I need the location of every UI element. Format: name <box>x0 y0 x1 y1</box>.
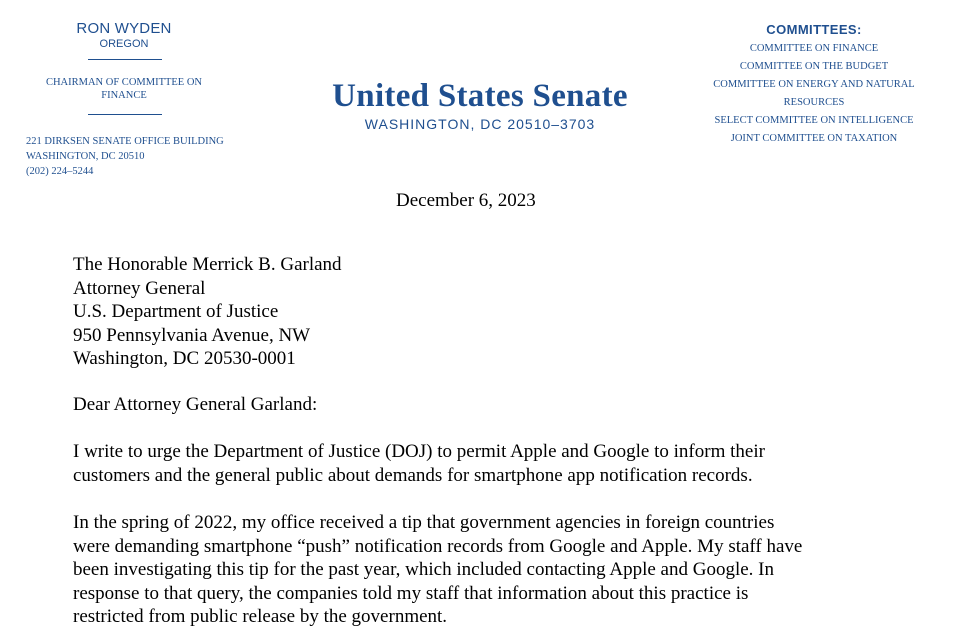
committee-item: COMMITTEE ON THE BUDGET <box>739 61 889 72</box>
address-line: WASHINGTON, DC 20510 <box>26 151 145 162</box>
divider <box>88 59 162 60</box>
paragraph-line: In the spring of 2022, my office received a tip that government agencies in foreign countries <box>73 512 775 533</box>
recipient-line: Washington, DC 20530-0001 <box>73 348 296 370</box>
body-paragraph-2 <box>73 511 903 629</box>
senate-address: WASHINGTON, DC 20510–3703 <box>364 116 596 132</box>
letter-date: December 6, 2023 <box>396 190 536 211</box>
senate-wordmark: United States Senate <box>332 78 628 114</box>
committee-item: COMMITTEE ON ENERGY AND NATURAL RESOURCES <box>713 79 915 108</box>
paragraph-line: were demanding smartphone “push” notification records from Google and Apple. My staff have <box>73 535 803 557</box>
chairmanship <box>26 76 222 102</box>
paragraph-line: restricted from public release by the government. <box>73 606 448 628</box>
salutation: Dear Attorney General Garland: <box>73 394 318 415</box>
recipient-line: The Honorable Merrick B. Garland <box>73 254 342 275</box>
committee-item: SELECT COMMITTEE ON INTELLIGENCE <box>714 115 914 126</box>
senator-name: RON WYDEN <box>76 20 172 37</box>
paragraph-line: customers and the general public about demands for smartphone app notification records. <box>73 464 753 486</box>
recipient-line: Attorney General <box>73 277 206 299</box>
recipient-address <box>73 253 342 371</box>
paragraph-line: been investigating this tip for the past year, which included contacting Apple and Google. In <box>73 559 775 581</box>
committees-panel <box>684 22 944 148</box>
committees-list <box>684 40 944 148</box>
committee-item: COMMITTEE ON FINANCE <box>749 43 879 54</box>
body-paragraph-1 <box>73 440 903 487</box>
office-address <box>26 134 226 179</box>
letterhead-left <box>26 20 226 179</box>
paragraph-line: response to that query, the companies told my staff that information about this practice is <box>73 582 749 604</box>
senator-state: OREGON <box>99 38 149 50</box>
committee-item: JOINT COMMITTEE ON TAXATION <box>730 133 898 144</box>
phone-number: (202) 224–5244 <box>26 166 94 177</box>
recipient-line: 950 Pennsylvania Avenue, NW <box>73 324 311 346</box>
chair-line: FINANCE <box>101 90 147 101</box>
divider <box>88 114 162 115</box>
paragraph-line: I write to urge the Department of Justice (DOJ) to permit Apple and Google to inform their <box>73 441 765 462</box>
committees-title: COMMITTEES: <box>766 22 862 37</box>
address-line: 221 DIRKSEN SENATE OFFICE BUILDING <box>26 136 224 147</box>
letterhead-center <box>330 78 630 132</box>
chair-line: CHAIRMAN OF COMMITTEE ON <box>45 77 203 88</box>
recipient-line: U.S. Department of Justice <box>73 301 279 323</box>
